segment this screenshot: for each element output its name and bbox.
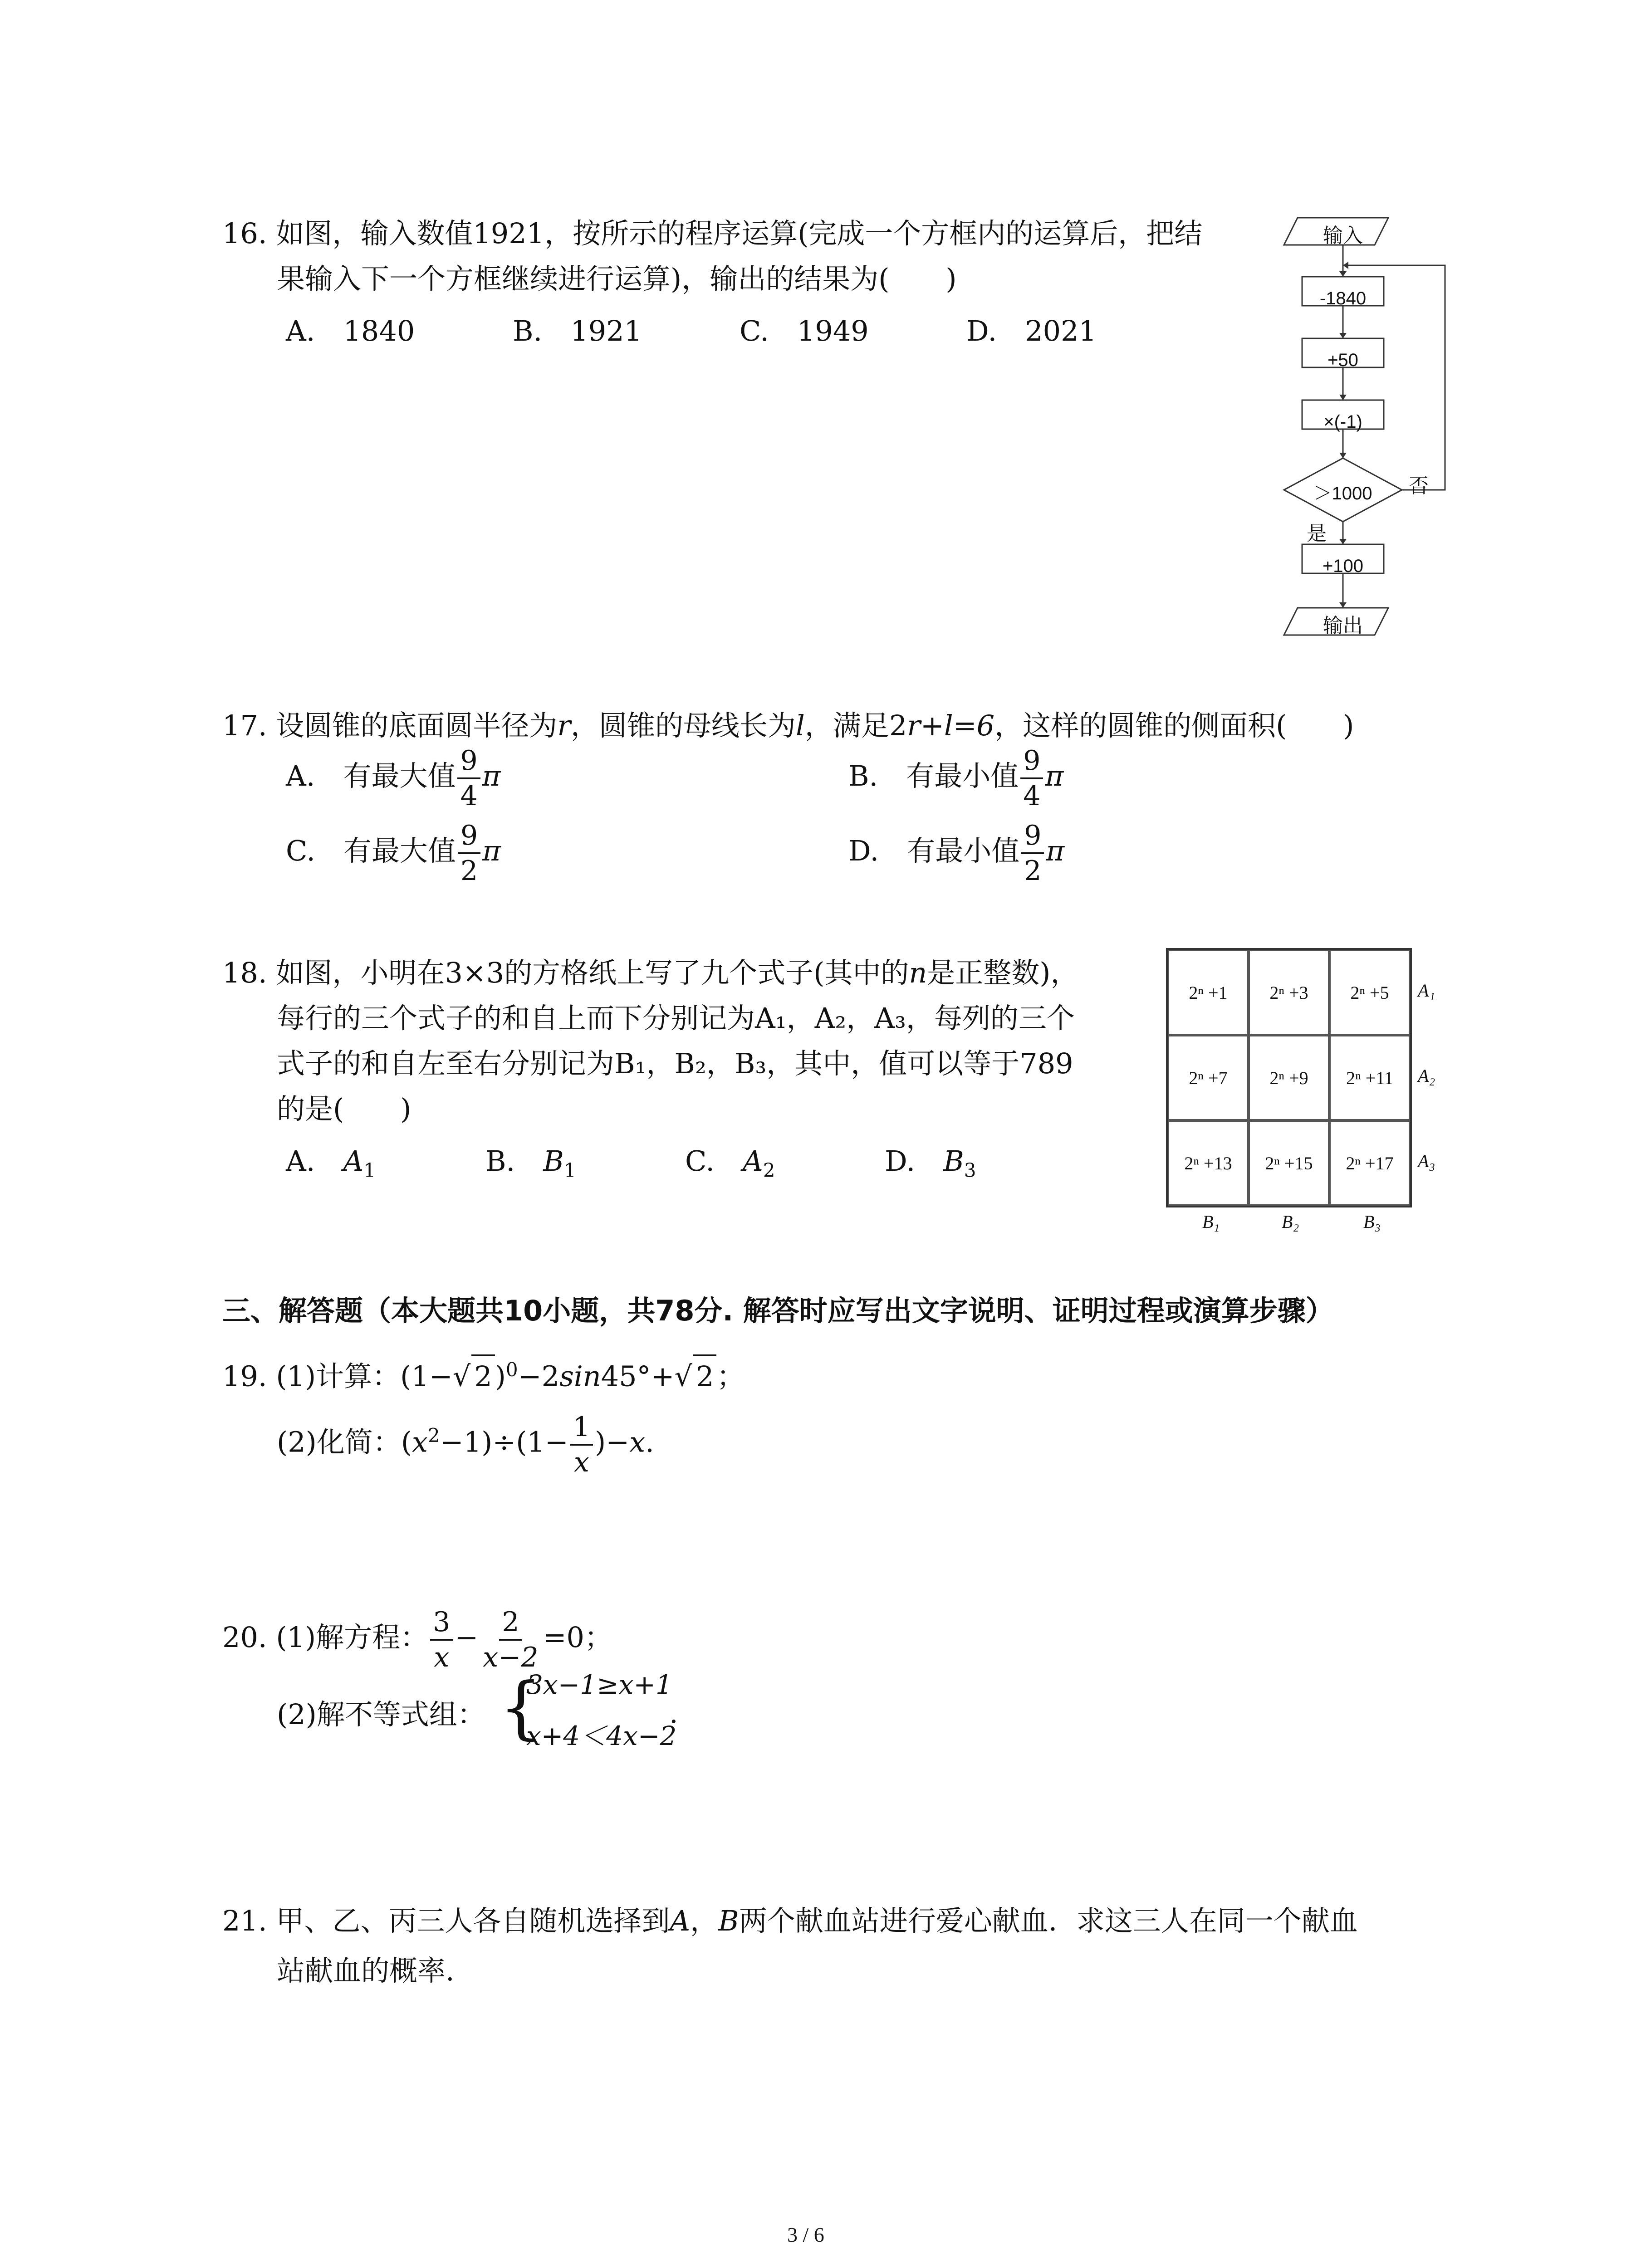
pi: π <box>1046 834 1065 868</box>
numerator: 9 <box>1021 819 1044 854</box>
q18-grid <box>1166 948 1412 1207</box>
q17-option-d <box>848 819 1064 888</box>
q17-option-c-fraction <box>458 819 480 888</box>
expr: ( <box>401 1425 412 1459</box>
option-label: C. <box>685 1144 743 1178</box>
q20-part2-label: (2)解不等式组： <box>277 1698 485 1731</box>
expr: −2 <box>518 1359 560 1393</box>
system-brace: { <box>499 1668 543 1747</box>
q21-line1 <box>222 1901 1358 1941</box>
pi: π <box>1045 759 1064 793</box>
pi: π <box>482 834 501 868</box>
q17-option-d-label: D. 有最小值 <box>848 834 1020 868</box>
section-3-heading: 三、解答题（本大题共10小题，共78分. 解答时应写出文字说明、证明过程或演算步骤） <box>222 1294 1334 1327</box>
option-label: D. <box>885 1144 944 1178</box>
denominator: x−2 <box>483 1641 539 1673</box>
var-x: x <box>412 1425 428 1459</box>
q17-text-post: ，这样的圆锥的侧面积( ) <box>994 709 1354 742</box>
inequality-1: 3x−1≥x+1 <box>526 1669 672 1700</box>
q17-text-mid2: ，满足2 <box>804 709 907 742</box>
q17-line1 <box>222 705 1354 746</box>
grid-col-label-b3: B₃ <box>1363 1212 1381 1232</box>
q17-var-r: r <box>557 709 571 742</box>
fraction <box>480 1605 541 1674</box>
q20-part2-end: . <box>669 1696 678 1730</box>
q19-part1-label: (1)计算： <box>276 1359 401 1393</box>
q16-option-b: B. 1921 <box>513 314 642 347</box>
expr: ； <box>716 1359 745 1393</box>
q17-option-b <box>848 744 1063 813</box>
expr: . <box>645 1425 654 1459</box>
option-sub: 3 <box>964 1159 976 1182</box>
option-sub: 1 <box>363 1159 376 1182</box>
expr: )− <box>595 1425 630 1459</box>
denominator: x <box>434 1641 450 1673</box>
q18-line2: 每行的三个式子的和自上而下分别记为A₁，A₂，A₃，每列的三个 <box>277 1002 1075 1035</box>
numerator: 9 <box>1020 744 1043 779</box>
q17-option-b-fraction <box>1020 744 1043 813</box>
q18-line4: 的是( ) <box>277 1092 411 1125</box>
q21-text-1b: 两个献血站进行爱心献血．求这三人在同一个献血 <box>739 1904 1358 1937</box>
q17-option-c <box>286 819 501 888</box>
q18-option-c <box>685 1139 775 1181</box>
q16-line1 <box>222 213 1202 254</box>
q17-option-c-label: C. 有最大值 <box>286 834 456 868</box>
option-var: B <box>543 1144 564 1178</box>
q18-line1 <box>222 953 1079 993</box>
q17-option-a-label: A. 有最大值 <box>286 759 456 793</box>
q16-option-d: D. 2021 <box>966 314 1097 347</box>
grid-cell: 2ⁿ +13 <box>1168 1120 1249 1206</box>
flowchart-step1-label: -1840 <box>1319 288 1367 308</box>
grid-cell: 2ⁿ +15 <box>1249 1120 1329 1206</box>
q18-option-a <box>286 1139 376 1181</box>
q20-number: 20. <box>222 1621 267 1654</box>
grid-row-label-a1: A₁ <box>1418 980 1435 1001</box>
fraction <box>430 1605 453 1674</box>
sqrt-radicand: 2 <box>693 1354 716 1397</box>
q19-number: 19. <box>222 1359 267 1393</box>
option-var: A <box>343 1144 364 1178</box>
grid-row-label-a2: A₂ <box>1418 1066 1435 1086</box>
var-a: A <box>670 1904 691 1937</box>
grid-cell: 2ⁿ +17 <box>1329 1120 1410 1206</box>
q17-option-d-fraction <box>1021 819 1044 888</box>
page-number: 3 / 6 <box>787 2223 824 2246</box>
pi: π <box>482 759 501 793</box>
numerator: 9 <box>457 744 480 779</box>
option-sub: 2 <box>763 1159 775 1182</box>
fraction <box>570 1410 593 1479</box>
q18-var-n: n <box>909 956 927 989</box>
grid-cell: 2ⁿ +11 <box>1329 1035 1410 1120</box>
grid-cell: 2ⁿ +9 <box>1249 1035 1329 1120</box>
expr: −1)÷(1− <box>440 1425 568 1459</box>
grid-cell: 2ⁿ +5 <box>1329 950 1410 1035</box>
inequality-2: x+4＜4x−2 <box>526 1721 677 1751</box>
q16-number: 16. <box>222 217 267 250</box>
q17-option-a <box>286 744 500 813</box>
denominator: 4 <box>460 780 478 812</box>
q21-line2: 站献血的概率. <box>277 1954 455 1987</box>
option-var: B <box>943 1144 964 1178</box>
q16-option-a: A. 1840 <box>286 314 415 347</box>
q17-option-a-fraction <box>457 744 480 813</box>
exponent: 2 <box>428 1424 440 1447</box>
expr: (1− <box>400 1359 453 1393</box>
q18-number: 18. <box>222 956 267 989</box>
q16-option-c: C. 1949 <box>740 314 869 347</box>
grid-col-label-b2: B₂ <box>1282 1212 1299 1232</box>
q17-var-l: l <box>796 709 805 742</box>
expr: − <box>455 1621 479 1654</box>
q20-part1 <box>222 1601 612 1674</box>
exponent: 0 <box>505 1359 518 1381</box>
flowchart-yes-label: 是 <box>1307 523 1327 545</box>
grid-cell: 2ⁿ +1 <box>1168 950 1249 1035</box>
grid-row-label-a3: A₃ <box>1418 1151 1435 1171</box>
flowchart-no-label: 否 <box>1409 475 1429 497</box>
sqrt-radicand: 2 <box>471 1354 495 1397</box>
var-b: B <box>718 1904 739 1937</box>
q17-equation: r+l=6 <box>907 709 995 742</box>
q19-part1: 19. (1)计算：(1−√ 2)$^0$−2sin45°+√ 2； <box>222 1349 745 1397</box>
q18-text-1b: 是正整数)， <box>927 956 1079 989</box>
expr: 45°+ <box>601 1359 675 1393</box>
sin: sin <box>559 1359 601 1393</box>
q20-part1-label: (1)解方程： <box>276 1621 429 1654</box>
denominator: x <box>574 1446 589 1478</box>
flowchart-input-label: 输入 <box>1323 225 1363 247</box>
numerator: 3 <box>430 1605 453 1641</box>
q19-part2 <box>277 1399 654 1479</box>
denominator: 2 <box>460 855 478 887</box>
q21-number: 21. <box>222 1904 267 1937</box>
q17-text-mid: ，圆锥的母线长为 <box>570 709 796 742</box>
option-label: B. <box>485 1144 544 1178</box>
grid-cell: 2ⁿ +3 <box>1249 950 1329 1035</box>
option-var: A <box>742 1144 763 1178</box>
numerator: 9 <box>458 819 480 854</box>
expr: ) <box>495 1359 506 1393</box>
q18-option-b <box>485 1139 576 1181</box>
comma: ， <box>690 1904 719 1937</box>
q16-line2: 果输入下一个方框继续进行运算)，输出的结果为( ) <box>277 262 957 295</box>
q17-option-b-label: B. 有最小值 <box>848 759 1019 793</box>
option-sub: 1 <box>563 1159 576 1182</box>
q19-part2-label: (2)化简： <box>277 1425 401 1459</box>
grid-col-label-b1: B₁ <box>1202 1212 1220 1232</box>
flowchart-condition-label: ＞1000 <box>1313 484 1372 503</box>
option-label: A. <box>286 1144 343 1178</box>
expr: =0； <box>543 1621 612 1654</box>
flowchart-step3-label: ×(-1) <box>1323 412 1362 432</box>
denominator: 4 <box>1023 780 1041 812</box>
q18-option-d <box>885 1139 976 1181</box>
numerator: 2 <box>499 1605 522 1641</box>
flowchart-output-label: 输出 <box>1323 615 1363 637</box>
q18-text-1a: 如图，小明在3×3的方格纸上写了九个式子(其中的 <box>276 956 909 989</box>
q16-text-1: 如图，输入数值1921，按所示的程序运算(完成一个方框内的运算后，把结 <box>276 217 1203 250</box>
var-x: x <box>629 1425 646 1459</box>
denominator: 2 <box>1024 855 1042 887</box>
numerator: 1 <box>570 1410 593 1446</box>
q17-number: 17. <box>222 709 267 742</box>
q17-text-pre: 设圆锥的底面圆半径为 <box>276 709 558 742</box>
q21-text-1a: 甲、乙、丙三人各自随机选择到 <box>276 1904 670 1937</box>
q18-line3: 式子的和自左至右分别记为B₁，B₂，B₃，其中，值可以等于789 <box>277 1047 1073 1080</box>
flowchart-step4-label: +100 <box>1322 556 1364 576</box>
grid-cell: 2ⁿ +7 <box>1168 1035 1249 1120</box>
flowchart-step2-label: +50 <box>1327 350 1358 370</box>
